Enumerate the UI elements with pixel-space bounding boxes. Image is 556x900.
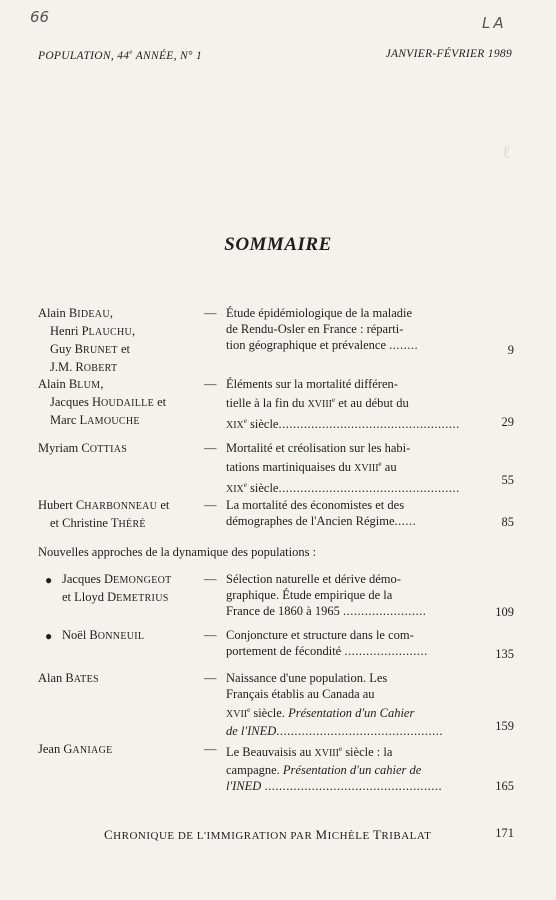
- entry-authors: Alain BIDEAU, Henri PLAUCHU, Guy BRUNET et J.M. ROBERT: [38, 306, 136, 374]
- entry-dash: —: [204, 671, 217, 685]
- entry-page-number: 165: [495, 779, 514, 793]
- page-title: SOMMAIRE: [224, 234, 332, 255]
- entry-page-number: 85: [501, 515, 514, 529]
- entry-page-number: 55: [501, 473, 514, 487]
- entry-dash: —: [204, 628, 217, 642]
- entry-dash: —: [204, 498, 217, 512]
- entry-article-title: Le Beauvaisis au XVIIIe siècle : la campagne. Présentation d'un cahier de l'INED .................................................: [226, 745, 443, 794]
- handwritten-initials: LA: [482, 14, 507, 32]
- handwritten-page-number: 66: [30, 8, 50, 26]
- entry-authors: Jacques DEMONGEOT et Lloyd DEMETRIUS: [62, 572, 172, 604]
- entry-dash: —: [204, 441, 217, 455]
- entry-article-title: La mortalité des économistes et des démographes de l'Ancien Régime......: [226, 498, 417, 528]
- entry-dash: —: [204, 572, 217, 586]
- chronique-line: CHRONIQUE DE L'IMMIGRATION PAR MICHÈLE TRIBALAT: [104, 827, 432, 842]
- entry-authors: Hubert CHARBONNEAU et et Christine THÉRÉ: [38, 498, 170, 530]
- entry-authors: Alain BLUM, Jacques HOUDAILLE et Marc LAMOUCHE: [38, 377, 167, 427]
- entry-article-title: Étude épidémiologique de la maladie de Rendu-Osler en France : réparti- tion géographique et prévalence ........: [226, 306, 419, 352]
- entry-article-title: Naissance d'une population. Les Français établis au Canada au XVIIe siècle. Présentation d'un Cahier de l'INED..............................................: [226, 671, 443, 739]
- section-heading: Nouvelles approches de la dynamique des populations :: [38, 545, 317, 559]
- bullet-icon: ●: [45, 573, 53, 587]
- entry-authors: Jean GANIAGE: [38, 742, 113, 756]
- journal-header: POPULATION, 44e ANNÉE, N° 1: [38, 48, 203, 62]
- entry-dash: —: [204, 377, 217, 391]
- entry-article-title: Mortalité et créolisation sur les habi- tations martiniquaises du XVIIIe au XIXe siècle..................................................: [226, 441, 460, 496]
- entry-page-number: 29: [501, 415, 514, 429]
- issue-date: JANVIER-FÉVRIER 1989: [385, 48, 512, 60]
- entry-page-number: 135: [495, 647, 514, 661]
- entry-authors: Myriam COTTIAS: [38, 441, 128, 455]
- entry-article-title: Sélection naturelle et dérive démo- graphique. Étude empirique de la France de 1860 à 1965 .......................: [226, 572, 427, 618]
- entry-dash: —: [204, 306, 217, 320]
- show-through-mark: ℓ: [502, 142, 511, 162]
- bullet-icon: ●: [45, 629, 53, 643]
- entry-article-title: Conjoncture et structure dans le com- portement de fécondité .......................: [226, 628, 428, 658]
- entry-article-title: Éléments sur la mortalité différen- tielle à la fin du XVIIIe et au début du XIXe siècle..................................................: [226, 377, 460, 432]
- entry-dash: —: [204, 742, 217, 756]
- entry-page-number: 9: [507, 343, 514, 357]
- entry-page-number: 109: [495, 605, 514, 619]
- entry-authors: Alan BATES: [38, 671, 99, 685]
- entry-authors: Noël BONNEUIL: [62, 628, 145, 642]
- entry-page-number: 159: [495, 719, 514, 733]
- chronique-page-number: 171: [495, 826, 514, 840]
